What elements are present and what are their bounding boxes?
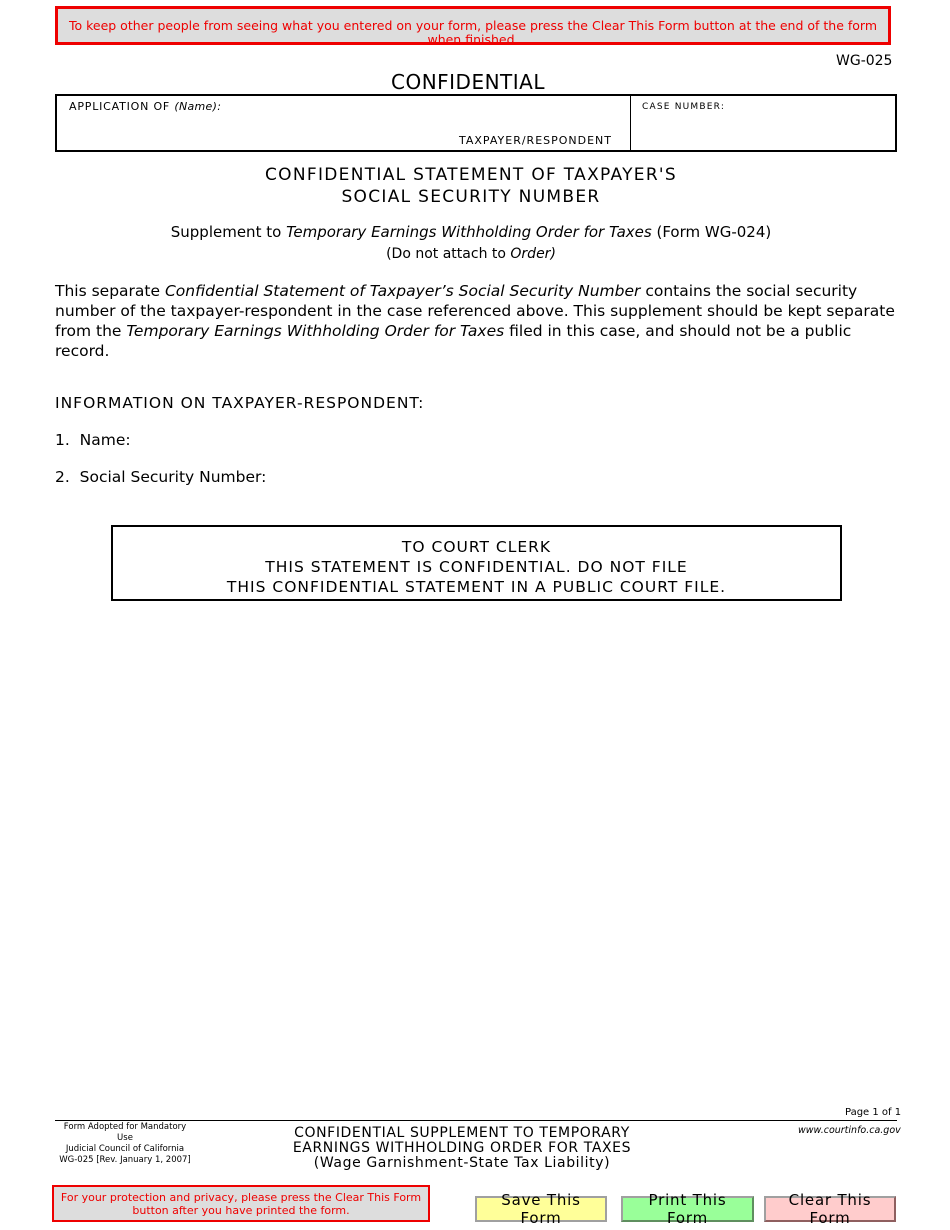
form-number: WG-025	[836, 53, 893, 69]
caption-box	[55, 94, 897, 152]
form-title-line2: SOCIAL SECURITY NUMBER	[341, 187, 601, 207]
item-name: 1. Name:	[55, 431, 131, 449]
top-privacy-notice	[55, 6, 891, 45]
supplement-line: Supplement to Temporary Earnings Withholding Order for Taxes (Form WG-024)	[170, 223, 772, 241]
case-number-label: CASE NUMBER:	[642, 102, 726, 112]
print-form-button[interactable]: Print This Form	[621, 1196, 754, 1222]
bottom-privacy-notice	[52, 1185, 430, 1222]
clerk-line3: THIS CONFIDENTIAL STATEMENT IN A PUBLIC COURT FILE.	[226, 578, 727, 596]
order-title: Temporary Earnings Withholding Order for Taxes	[126, 322, 505, 340]
body-paragraph: This separate Confidential Statement of Taxpayer’s Social Security Number contains the social security number of the taxpayer-respondent in the case referenced above. This supplement should be kept separate from the Temporary Earnings Withholding Order for Taxes filed in this case, and should not be a public record.	[55, 282, 895, 360]
do-not-attach-line: (Do not attach to Order)	[386, 246, 556, 262]
page-number: Page 1 of 1	[845, 1107, 902, 1118]
footer-title: CONFIDENTIAL SUPPLEMENT TO TEMPORARY EARNINGS WITHHOLDING ORDER FOR TAXES (Wage Garnishment-State Tax Liability)	[292, 1125, 632, 1171]
statement-title: Confidential Statement of Taxpayer’s Social Security Number	[164, 282, 641, 300]
name-label: (Name):	[174, 100, 222, 113]
footer-divider	[55, 1120, 897, 1121]
clerk-line1: TO COURT CLERK	[401, 538, 552, 556]
clerk-line2: THIS STATEMENT IS CONFIDENTIAL. DO NOT FILE	[265, 558, 688, 576]
supplement-order-title: Temporary Earnings Withholding Order for Taxes	[286, 223, 652, 241]
application-of-label: APPLICATION OF (Name):	[69, 100, 222, 113]
top-notice-text: To keep other people from seeing what you entered on your form, please press the Clear This Form button at the end of the form when finished.	[68, 18, 878, 47]
taxpayer-respondent-label: TAXPAYER/RESPONDENT	[459, 134, 613, 147]
form-title-line1: CONFIDENTIAL STATEMENT OF TAXPAYER'S	[265, 165, 677, 185]
information-heading: INFORMATION ON TAXPAYER-RESPONDENT:	[55, 394, 425, 412]
caption-divider	[630, 96, 631, 150]
adoption-info: Form Adopted for Mandatory Use Judicial Council of California WG-025 [Rev. January 1, 2007]	[59, 1122, 191, 1165]
confidential-heading: CONFIDENTIAL	[390, 70, 545, 94]
bottom-notice-text: For your protection and privacy, please press the Clear This Form button after you have printed the form.	[60, 1191, 422, 1217]
clear-form-button[interactable]: Clear This Form	[764, 1196, 896, 1222]
save-form-button[interactable]: Save This Form	[475, 1196, 607, 1222]
court-clerk-box	[111, 525, 842, 601]
item-ssn: 2. Social Security Number:	[55, 468, 267, 486]
website-link[interactable]: www.courtinfo.ca.gov	[798, 1125, 901, 1136]
